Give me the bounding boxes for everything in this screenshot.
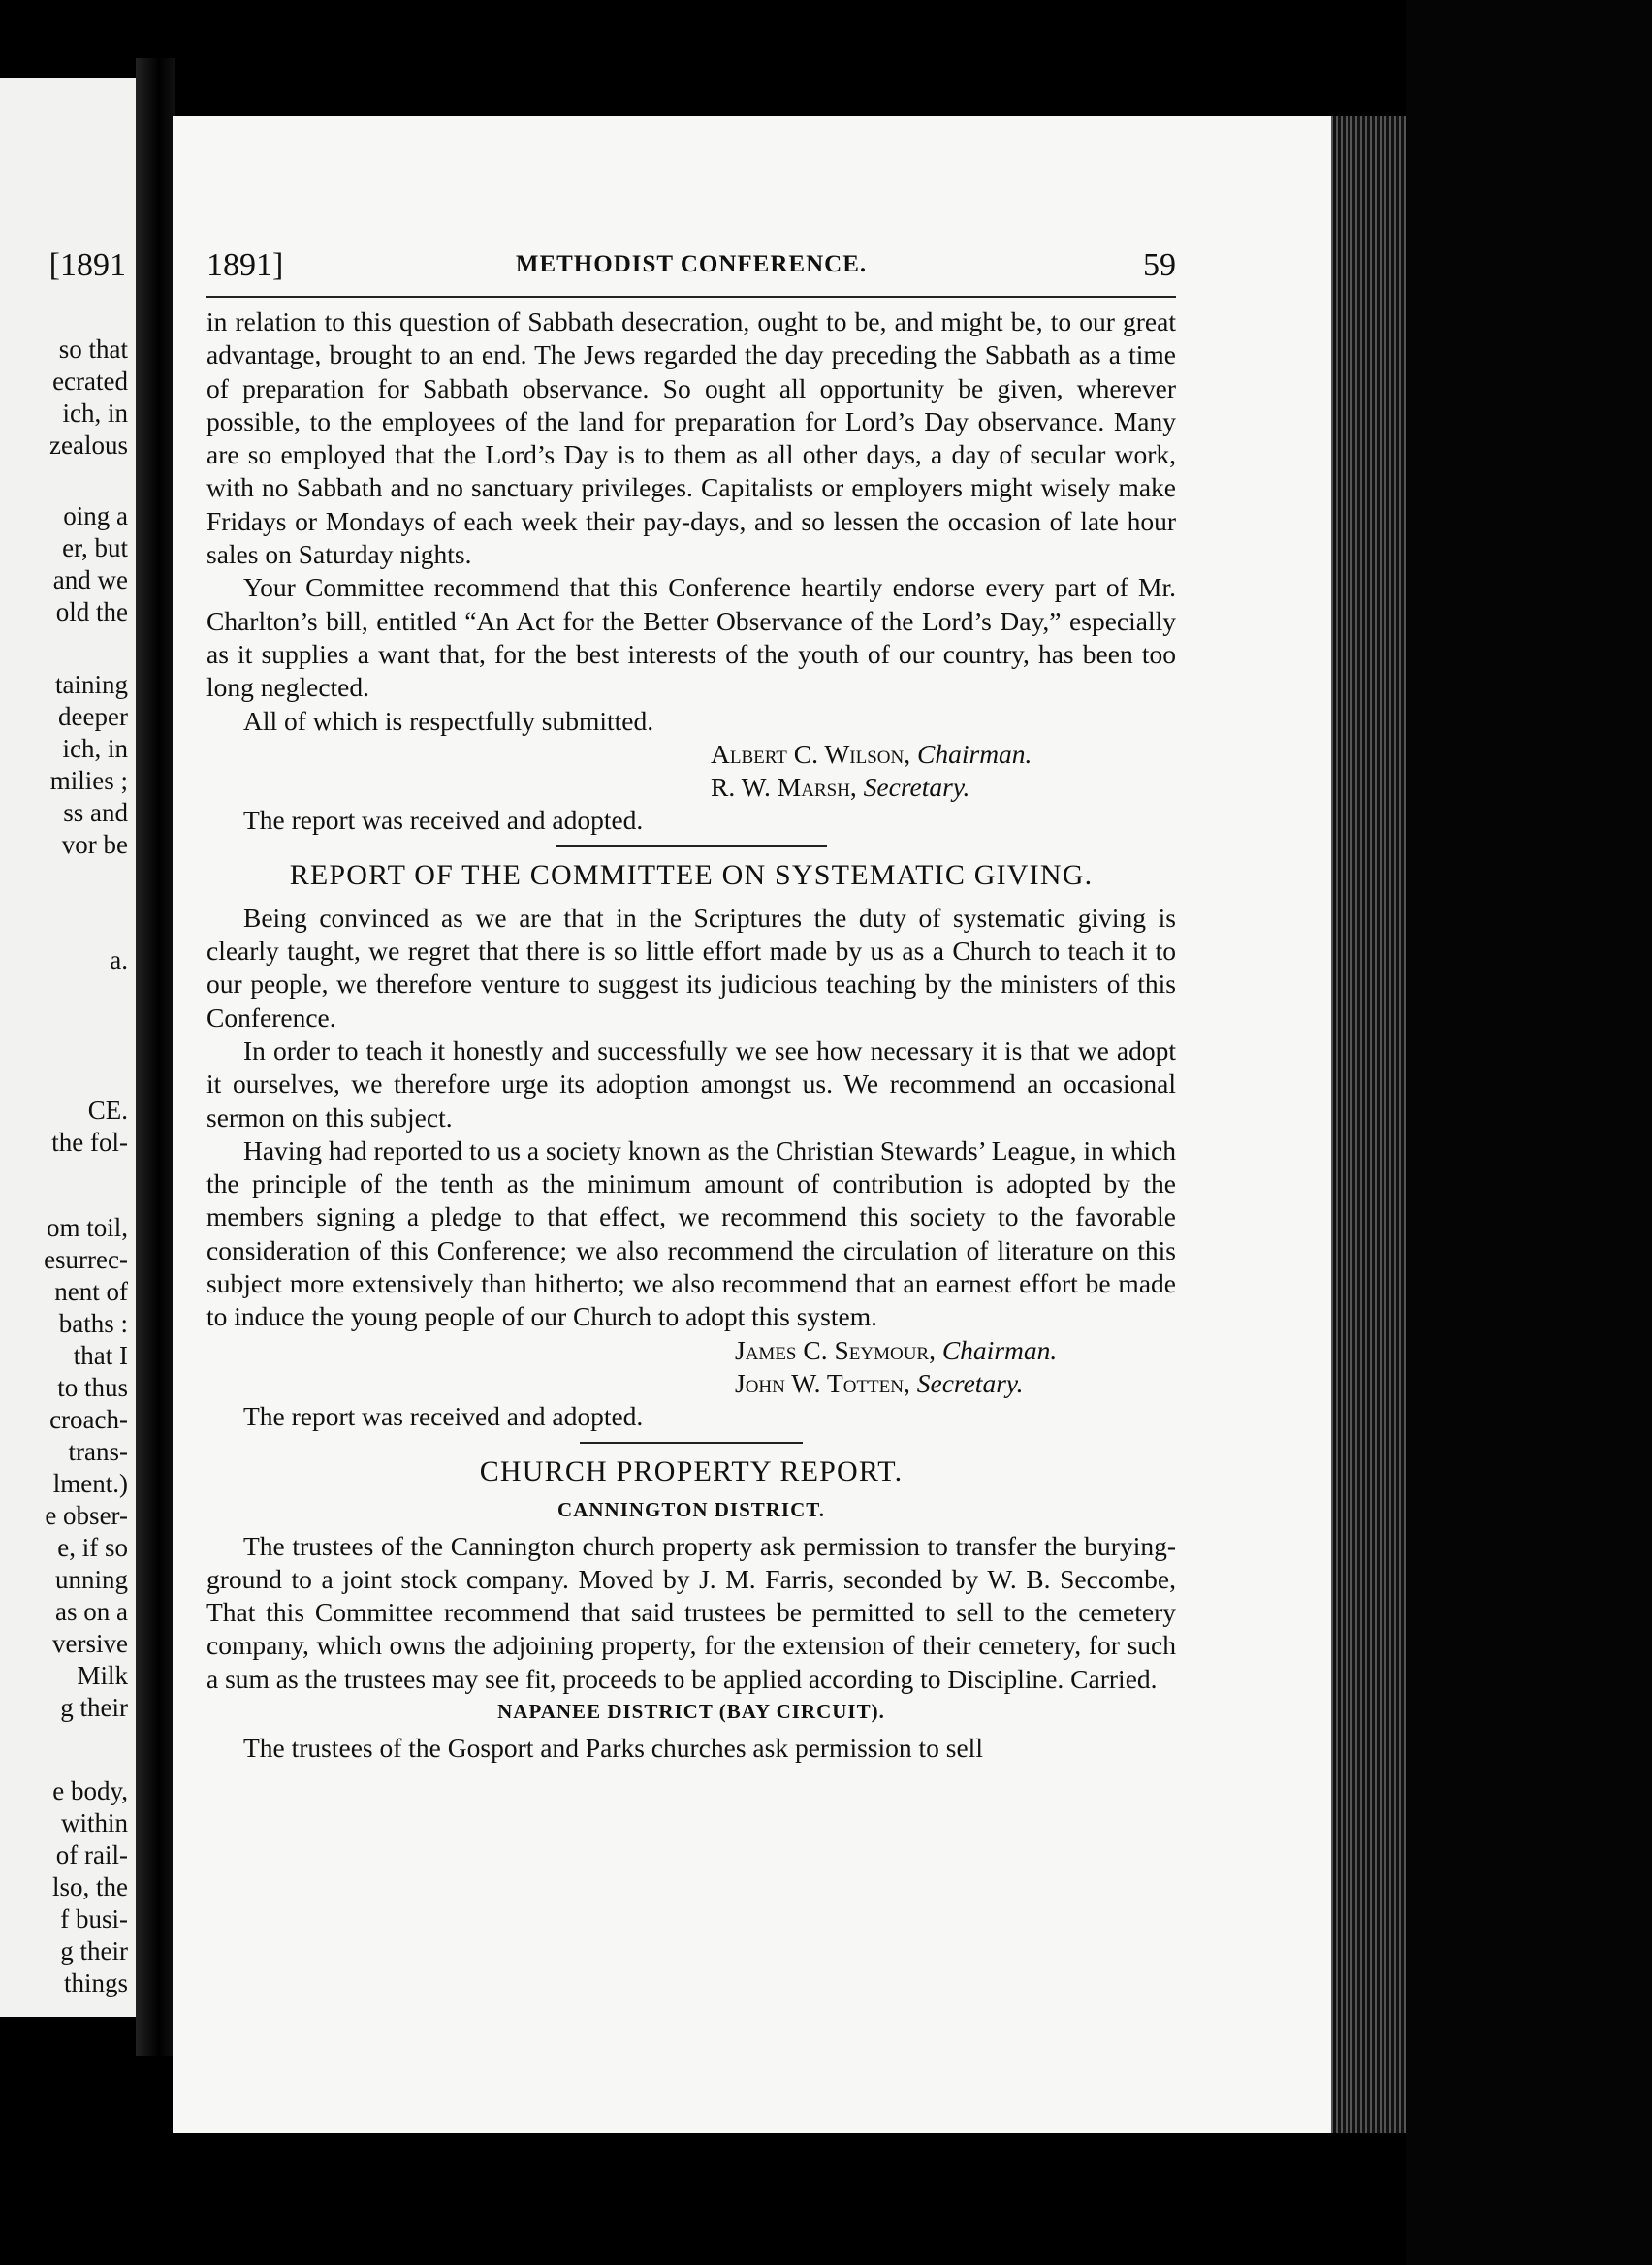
facing-page-line: of rail- <box>55 1840 128 1869</box>
signatory-role: Chairman. <box>917 738 1032 769</box>
facing-page-line: oing a <box>63 501 128 530</box>
facing-page-line: er, but <box>62 533 128 562</box>
facing-page-line: e body, <box>52 1776 128 1805</box>
signatory-name: R. W. Marsh, <box>711 772 857 803</box>
signatory-name: John W. Totten, <box>735 1367 910 1398</box>
facing-page-line: trans- <box>68 1437 128 1466</box>
book-binding <box>1406 0 1652 2265</box>
facing-page-line: Milk <box>77 1661 128 1690</box>
signatory-role: Chairman. <box>941 1334 1058 1365</box>
facing-page-line: om toil, <box>46 1213 128 1242</box>
header-year: 1891] <box>206 247 284 283</box>
paragraph: In order to teach it honestly and successfully we see how necessary it is that we adopt it ourselves, we therefore urge its adoption amongst us. We recommend an occasional sermon on this subject. <box>206 1035 1176 1132</box>
signatory-name: Albert C. Wilson, <box>711 738 911 769</box>
book-gutter <box>136 58 175 2056</box>
facing-page-line: e obser- <box>45 1501 128 1530</box>
signature-chairman <box>735 1334 1176 1367</box>
facing-page-line: so that <box>58 335 128 364</box>
facing-page-line: esurrec- <box>44 1245 128 1274</box>
facing-page-line: within <box>60 1808 128 1837</box>
facing-page-line: ecrated <box>52 367 128 396</box>
section-divider <box>556 845 827 847</box>
book-page <box>173 116 1331 2133</box>
facing-page-left <box>0 78 136 2017</box>
section-heading: REPORT OF THE COMMITTEE ON SYSTEMATIC GIVING. <box>289 858 1094 891</box>
facing-page-line: a. <box>110 945 128 974</box>
subsection-heading: NAPANEE DISTRICT (BAY CIRCUIT). <box>497 1699 885 1723</box>
facing-page-line: old the <box>55 597 128 626</box>
facing-page-line: deeper <box>58 702 128 731</box>
header-title: METHODIST CONFERENCE. <box>515 251 868 277</box>
signatory-name: James C. Seymour, <box>735 1334 936 1365</box>
facing-page-line: lso, the <box>52 1872 128 1901</box>
facing-page-line: CE. <box>87 1096 128 1125</box>
facing-page-line: zealous <box>49 431 128 460</box>
paragraph: The trustees of the Gosport and Parks churches ask permission to sell <box>243 1732 983 1763</box>
facing-page-line: that I <box>73 1341 128 1370</box>
facing-page-line: ss and <box>63 798 128 827</box>
facing-page-line: milies ; <box>49 766 128 795</box>
signatory-role: Secretary. <box>863 772 970 803</box>
facing-page-line: as on a <box>55 1597 128 1626</box>
adoption-note: The report was received and adopted. <box>243 1401 644 1432</box>
paragraph: All of which is respectfully submitted. <box>243 705 654 736</box>
page-content <box>206 247 1176 1765</box>
paragraph: Having had reported to us a society known as the Christian Stewards’ League, in which the principle of the tenth as the minimum amount of contribution is adopted by the members signing a pledge to that effect, we recommend this society to the favorable consideration of this Conference; we also recommend the circulation of literature on this subject more extensively than hitherto; we also recommend that an earnest effort be made to induce the young people of our Church to adopt this system. <box>206 1134 1176 1332</box>
facing-page-line: taining <box>55 670 128 699</box>
paragraph: The trustees of the Cannington church property ask permission to transfer the burying-ground to a joint stock company. Moved by J. M. Farris, seconded by W. B. Seccombe, That this Committee recommend that said trustees be permitted to sell to the cemetery company, which owns the adjoining property, for the extension of their cemetery, for such a sum as the trustees may see fit, proceeds to be applied according to Discipline. Carried. <box>206 1530 1176 1694</box>
facing-page-line: to thus <box>57 1373 128 1402</box>
facing-page-line: and we <box>52 565 128 594</box>
facing-page-line: vor be <box>61 830 128 859</box>
facing-page-line: croach- <box>49 1405 128 1434</box>
facing-page-line: ich, in <box>62 734 128 763</box>
paragraph: Your Committee recommend that this Conference heartily endorse every part of Mr. Charlton’s bill, entitled “An Act for the Better Observance of the Lord’s Day,” especially as it supplies a want that, for the best interests of the youth of our country, has been too long neglected. <box>206 572 1176 703</box>
facing-page-line: ich, in <box>62 399 128 428</box>
facing-page-line: lment.) <box>52 1469 128 1498</box>
facing-page-line: nent of <box>54 1277 128 1306</box>
facing-page-line: things <box>63 1968 128 1997</box>
facing-page-line: versive <box>52 1629 128 1658</box>
signature-chairman <box>711 738 1176 771</box>
section-heading: CHURCH PROPERTY REPORT. <box>479 1454 904 1487</box>
section-divider <box>580 1442 803 1444</box>
signature-secretary <box>735 1367 1176 1400</box>
signatory-role: Secretary. <box>916 1367 1024 1398</box>
facing-page-line: g their <box>60 1693 128 1722</box>
facing-page-header: [1891 <box>48 247 126 283</box>
paragraph: in relation to this question of Sabbath desecration, ought to be, and might be, to our great advantage, brought to an end. The Jews regarded the day preceding the Sabbath as a time of preparation for Sabbath observance. So ought all opportunity be given, wherever possible, to the employees of the land for preparation for Lord’s Day observance. Many are so employed that the Lord’s Day is to them as all other days, a day of secular work, with no Sabbath and no sanctuary privileges. Capitalists or employers might wisely make Fridays or Mondays of each week their pay-days, and so lessen the occasion of late hour sales on Saturday nights. <box>206 306 1176 570</box>
paragraph: Being convinced as we are that in the Scriptures the duty of systematic giving is clearly taught, we regret that there is so little effort made by us as a Church to teach it to our people, we therefore venture to suggest its judicious teaching by the ministers of this Conference. <box>206 902 1176 1033</box>
page-edges <box>1331 116 1409 2133</box>
subsection-heading: CANNINGTON DISTRICT. <box>557 1497 825 1521</box>
facing-page-line: g their <box>60 1936 128 1965</box>
facing-page-line: baths : <box>58 1309 128 1338</box>
facing-page-line: the fol- <box>51 1128 128 1157</box>
facing-page-line: unning <box>54 1565 128 1594</box>
page-number: 59 <box>1143 247 1176 283</box>
facing-page-line: e, if so <box>57 1533 128 1562</box>
adoption-note: The report was received and adopted. <box>243 805 644 836</box>
signature-secretary <box>711 771 1176 804</box>
facing-page-line: f busi- <box>60 1904 128 1933</box>
running-header <box>206 247 1176 298</box>
